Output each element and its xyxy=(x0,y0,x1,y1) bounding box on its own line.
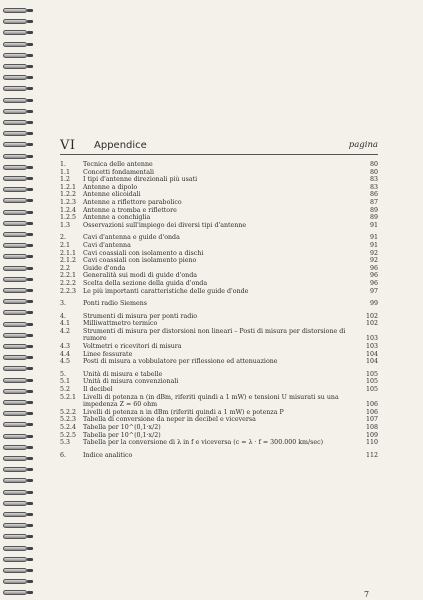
binding-coil xyxy=(3,266,27,271)
binding-coil xyxy=(3,590,27,595)
toc-entry-page: 96 xyxy=(369,272,378,280)
toc-entry xyxy=(60,409,378,417)
binding-coil xyxy=(3,221,27,226)
toc-entry-title: Indice analitico xyxy=(83,451,133,459)
toc-entry-title: Posti di misura a vobbulatore per riflessione ed attenuazione xyxy=(83,358,278,366)
toc-entry xyxy=(60,313,378,321)
toc-entry-page: 80 xyxy=(369,168,378,176)
section-header xyxy=(60,138,378,155)
binding-coil xyxy=(3,546,27,551)
toc-entry-number: 2.1 xyxy=(60,241,71,249)
binding-coil xyxy=(3,232,27,237)
binding-coil xyxy=(3,254,27,259)
binding-coil xyxy=(3,322,27,327)
toc-entry-title: Strumenti di misura per ponti radio xyxy=(83,312,198,320)
binding-coil xyxy=(3,310,27,315)
page-number: 7 xyxy=(364,590,370,599)
toc-entry-title: Linee fessurate xyxy=(83,350,133,358)
binding-coil xyxy=(3,8,27,13)
binding-coil xyxy=(3,557,27,562)
binding-coil xyxy=(3,176,27,181)
toc-entry-number: 1.1 xyxy=(60,168,71,176)
toc-entry-page: 105 xyxy=(365,386,378,394)
toc-entry-page: 92 xyxy=(369,249,378,257)
toc-entry-number: 4.5 xyxy=(60,358,71,366)
toc-entry-page: 91 xyxy=(369,234,378,242)
toc-entry-page: 104 xyxy=(365,350,378,358)
toc-entry-page: 103 xyxy=(365,335,378,343)
toc-entry xyxy=(60,288,378,296)
page-column-label: pagina xyxy=(348,140,378,150)
spiral-binding xyxy=(0,0,30,600)
toc-entry-title: Antenne a conchiglia xyxy=(83,214,151,222)
toc-entry-title: Guide d'onda xyxy=(83,264,126,272)
binding-coil xyxy=(3,579,27,584)
toc-entry-page: 103 xyxy=(365,343,378,351)
toc-entry-title: Livelli di potenza n (in dBm, riferiti quindi a 1 mW) e tensioni U misurati su una impedenza Z = 60 ohm xyxy=(83,393,339,409)
toc-entry xyxy=(60,207,378,215)
toc-entry-number: 2.2 xyxy=(60,264,71,272)
toc-entry xyxy=(60,439,378,447)
toc-entry-title: Antenne a tromba e riflettore xyxy=(83,206,177,214)
binding-coil xyxy=(3,142,27,147)
toc-entry-title: Livelli di potenza n in dBm (riferiti quindi a 1 mW) e potenza P xyxy=(83,408,284,416)
toc-entry xyxy=(60,222,378,230)
toc-entry-page: 102 xyxy=(365,312,378,320)
binding-coil xyxy=(3,277,27,282)
binding-coil xyxy=(3,400,27,405)
toc-entry-title: Cavi coassiali con isolamento a dischi xyxy=(83,249,204,257)
toc-entry-page: 86 xyxy=(369,191,378,199)
toc-entry-title: Cavi d'antenna e guide d'onda xyxy=(83,234,180,242)
binding-coil xyxy=(3,568,27,573)
binding-coil xyxy=(3,30,27,35)
binding-coil xyxy=(3,210,27,215)
toc-entry xyxy=(60,394,378,409)
toc-entry xyxy=(60,351,378,359)
binding-coil xyxy=(3,98,27,103)
toc-entry-title: Milliwattmetro termico xyxy=(83,320,158,328)
toc-entry-number: 1.2 xyxy=(60,176,71,184)
binding-coil xyxy=(3,389,27,394)
binding-coil xyxy=(3,53,27,58)
section-number: VI xyxy=(60,138,76,153)
toc-entry xyxy=(60,371,378,379)
binding-coil xyxy=(3,445,27,450)
binding-coil xyxy=(3,120,27,125)
toc-entry-title: Concetti fondamentali xyxy=(83,168,155,176)
binding-coil xyxy=(3,19,27,24)
toc-entry xyxy=(60,358,378,366)
toc-entry-number: 2.1.1 xyxy=(60,249,77,257)
binding-coil xyxy=(3,131,27,136)
toc-entry-page: 106 xyxy=(365,408,378,416)
toc-entry-title: Generalità sui modi di guide d'onda xyxy=(83,272,198,280)
toc-entry xyxy=(60,424,378,432)
toc-entry-title: Tabella per la conversione di λ in f e viceversa (c = λ · f = 300.000 km/sec) xyxy=(83,439,324,447)
toc-entry-title: Ponti radio Siemens xyxy=(83,300,148,308)
toc-entry-page: 91 xyxy=(369,241,378,249)
toc-entry-title: Tecnica delle antenne xyxy=(83,161,153,168)
toc-entry-title: Cavi d'antenna xyxy=(83,241,131,249)
toc-entry-number: 5.2 xyxy=(60,386,71,394)
binding-coil xyxy=(3,64,27,69)
toc-entry-page: 87 xyxy=(369,198,378,206)
toc-entry-page: 105 xyxy=(365,370,378,378)
binding-coil xyxy=(3,512,27,517)
toc-entry-number: 5. xyxy=(60,370,67,378)
binding-coil xyxy=(3,109,27,114)
binding-coil xyxy=(3,187,27,192)
binding-coil xyxy=(3,344,27,349)
toc-entry-page: 107 xyxy=(365,416,378,424)
toc-entry xyxy=(60,176,378,184)
toc-entry-number: 5.3 xyxy=(60,439,71,447)
toc-entry-number: 2.2.1 xyxy=(60,272,77,280)
toc-entry-number: 1.2.5 xyxy=(60,214,77,222)
toc-entry-number: 5.2.1 xyxy=(60,393,77,401)
toc-entry-number: 5.2.3 xyxy=(60,416,77,424)
binding-coil xyxy=(3,42,27,47)
toc-entry xyxy=(60,214,378,222)
toc-entry-number: 2.2.2 xyxy=(60,279,77,287)
toc-entry xyxy=(60,199,378,207)
toc-entry-number: 5.2.4 xyxy=(60,424,77,431)
toc-entry-number: 4.2 xyxy=(60,327,71,335)
toc-entry-page: 92 xyxy=(369,257,378,265)
toc-entry-number: 2.2.3 xyxy=(60,287,77,295)
toc-entry-title: Il decibel xyxy=(83,386,113,394)
binding-coil xyxy=(3,490,27,495)
binding-coil xyxy=(3,434,27,439)
toc-entry-page: 83 xyxy=(369,183,378,191)
toc-entry xyxy=(60,272,378,280)
toc-entry-number: 3. xyxy=(60,300,67,308)
toc-entry-number: 6. xyxy=(60,451,67,459)
toc-entry-number: 1.2.1 xyxy=(60,183,77,191)
toc-entry-page: 106 xyxy=(365,401,378,409)
toc-entry xyxy=(60,432,378,440)
toc-entry-page: 108 xyxy=(365,424,378,431)
toc-entry-number: 5.2.5 xyxy=(60,431,77,439)
toc-entry-title: Tabella di conversione da neper in decibel e viceversa xyxy=(83,416,256,424)
toc-entry-number: 2. xyxy=(60,234,67,242)
toc-entry-page: 91 xyxy=(369,221,378,229)
toc-entry xyxy=(60,169,378,177)
toc-entry xyxy=(60,242,378,250)
toc-entry xyxy=(60,343,378,351)
toc-entry xyxy=(60,184,378,192)
toc-entry-number: 5.2.2 xyxy=(60,408,77,416)
toc-entry-title: Antenne a riflettore parabolico xyxy=(83,198,182,206)
toc-entry xyxy=(60,300,378,308)
binding-coil xyxy=(3,165,27,170)
toc-entry-number: 1.2.4 xyxy=(60,206,77,214)
binding-coil xyxy=(3,467,27,472)
toc-entry xyxy=(60,257,378,265)
toc-entry-page: 105 xyxy=(365,378,378,386)
toc-entry-page: 104 xyxy=(365,358,378,366)
toc-entry xyxy=(60,234,378,242)
binding-coil xyxy=(3,478,27,483)
binding-coil xyxy=(3,366,27,371)
toc-entry-number: 1. xyxy=(60,161,67,168)
toc-entry-page: 109 xyxy=(365,431,378,439)
toc-entry-number: 4.1 xyxy=(60,320,71,328)
toc-entry xyxy=(60,328,378,343)
binding-coil xyxy=(3,75,27,80)
toc-entry-page: 96 xyxy=(369,279,378,287)
toc-entry-title: Unità di misura e tabelle xyxy=(83,370,163,378)
toc-entry-number: 5.1 xyxy=(60,378,71,386)
binding-coil xyxy=(3,411,27,416)
toc-entry-page: 110 xyxy=(365,439,378,447)
toc-entry xyxy=(60,280,378,288)
toc-entry xyxy=(60,191,378,199)
toc-entry-page: 96 xyxy=(369,264,378,272)
toc-entry xyxy=(60,452,378,460)
toc-entry-number: 1.2.2 xyxy=(60,191,77,199)
binding-coil xyxy=(3,355,27,360)
toc-entry-title: Tabella per 10^(0,1·x/2) xyxy=(83,424,161,431)
toc-entry-page: 99 xyxy=(369,300,378,308)
binding-coil xyxy=(3,86,27,91)
toc-entry-title: Scelta della sezione della guida d'onda xyxy=(83,279,208,287)
toc-entry-title: Strumenti di misura per distorsioni non lineari – Posti di misura per distorsione di rumore xyxy=(83,327,346,343)
toc-entry xyxy=(60,378,378,386)
table-of-contents xyxy=(60,138,378,459)
toc-entry-page: 89 xyxy=(369,214,378,222)
toc-entry xyxy=(60,250,378,258)
toc-entry-page: 102 xyxy=(365,320,378,328)
binding-coil xyxy=(3,299,27,304)
toc-entry xyxy=(60,161,378,169)
binding-coil xyxy=(3,243,27,248)
toc-entry-number: 4.3 xyxy=(60,343,71,351)
binding-coil xyxy=(3,534,27,539)
toc-entry-title: Tabella per 10^(0,1·x/2) xyxy=(83,431,161,439)
toc-entry-number: 4.4 xyxy=(60,350,71,358)
binding-coil xyxy=(3,456,27,461)
toc-entry-number: 4. xyxy=(60,312,67,320)
toc-entry-number: 1.3 xyxy=(60,221,71,229)
toc-entry xyxy=(60,386,378,394)
binding-coil xyxy=(3,198,27,203)
binding-coil xyxy=(3,154,27,159)
binding-coil xyxy=(3,378,27,383)
toc-entry-number: 2.1.2 xyxy=(60,257,77,265)
toc-entry xyxy=(60,320,378,328)
toc-entry-title: Osservazioni sull'impiego dei diversi tipi d'antenne xyxy=(83,221,247,229)
toc-entry-page: 97 xyxy=(369,287,378,295)
section-title: Appendice xyxy=(94,140,147,151)
toc-entry-title: Unità di misura convenzionali xyxy=(83,378,179,386)
toc-entry-title: Antenne a dipolo xyxy=(83,183,138,191)
binding-coil xyxy=(3,288,27,293)
toc-entry-title: Le più importanti caratteristiche delle guide d'onde xyxy=(83,287,249,295)
toc-entry-number: 1.2.3 xyxy=(60,198,77,206)
toc-entry-page: 83 xyxy=(369,176,378,184)
toc-entry-title: Voltmetri e ricevitori di misura xyxy=(83,343,182,351)
toc-entry-title: Cavi coassiali con isolamento pieno xyxy=(83,257,197,265)
binding-coil xyxy=(3,523,27,528)
toc-entry-title: I tipi d'antenne direzionali più usati xyxy=(83,176,198,184)
toc-entry-page: 80 xyxy=(369,161,378,168)
toc-list xyxy=(60,161,378,459)
toc-entry-page: 112 xyxy=(365,451,378,459)
binding-coil xyxy=(3,501,27,506)
toc-entry-page: 89 xyxy=(369,206,378,214)
toc-entry-title: Antenne elicoidali xyxy=(83,191,141,199)
binding-coil xyxy=(3,333,27,338)
toc-entry xyxy=(60,416,378,424)
binding-coil xyxy=(3,422,27,427)
toc-entry xyxy=(60,265,378,273)
